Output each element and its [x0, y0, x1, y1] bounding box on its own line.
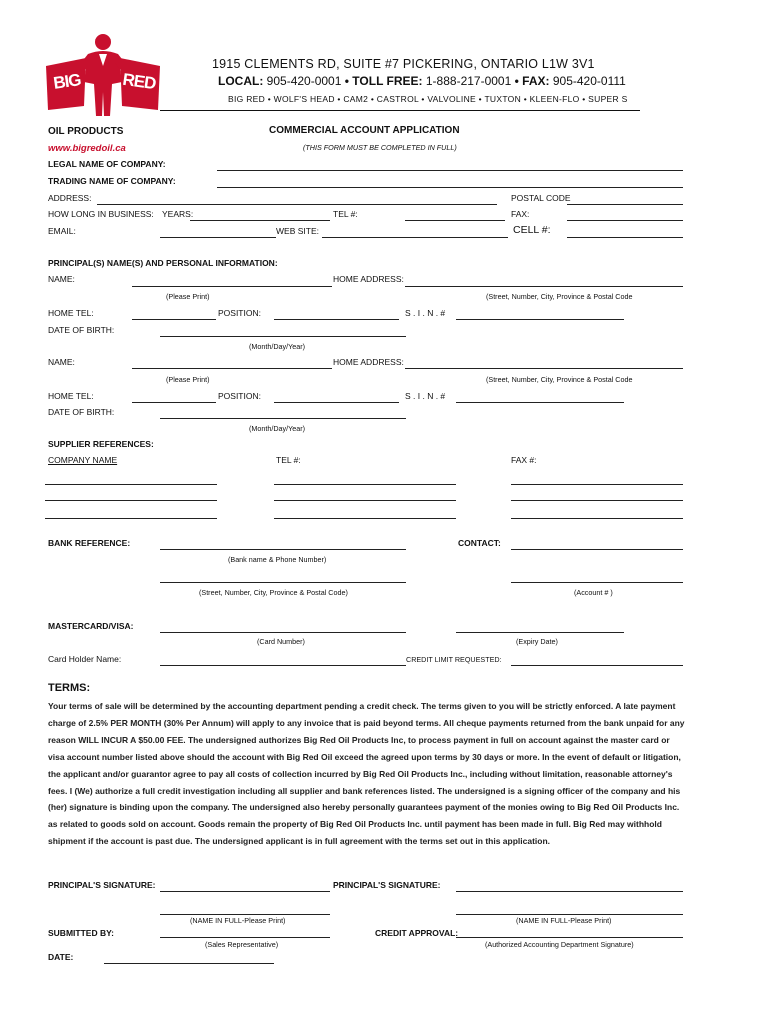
- position-label: POSITION:: [218, 308, 261, 318]
- supplier-tel-field[interactable]: [274, 518, 456, 519]
- credit-approval-field[interactable]: [456, 937, 683, 938]
- supplier-heading: SUPPLIER REFERENCES:: [48, 439, 154, 449]
- home-address-label: HOME ADDRESS:: [333, 357, 404, 367]
- contact-numbers: [218, 75, 626, 87]
- home-address-field[interactable]: [405, 368, 683, 369]
- principal-signature-field[interactable]: [160, 891, 330, 892]
- home-tel-field[interactable]: [132, 402, 216, 403]
- bank-reference-label: BANK REFERENCE:: [48, 538, 131, 548]
- form-title: COMMERCIAL ACCOUNT APPLICATION: [269, 125, 460, 136]
- card-holder-field[interactable]: [160, 665, 406, 666]
- sin-field[interactable]: [456, 319, 624, 320]
- fax-number: 905-420-0111: [552, 74, 626, 88]
- terms-heading: TERMS:: [48, 682, 91, 694]
- local-label: LOCAL:: [218, 74, 264, 88]
- years-field[interactable]: [190, 220, 330, 221]
- sin-field[interactable]: [456, 402, 624, 403]
- address-label: ADDRESS:: [48, 193, 92, 203]
- postal-code-label: POSTAL CODE: [511, 193, 571, 203]
- please-print-hint: (Please Print): [166, 375, 210, 384]
- position-label: POSITION:: [218, 391, 261, 401]
- dob-field[interactable]: [160, 336, 406, 337]
- credit-limit-field[interactable]: [511, 665, 683, 666]
- supplier-company-field[interactable]: [45, 484, 217, 485]
- home-address-label: HOME ADDRESS:: [333, 274, 404, 284]
- email-field[interactable]: [160, 237, 276, 238]
- principal-name-field[interactable]: [132, 368, 332, 369]
- dob-hint: (Month/Day/Year): [249, 342, 306, 351]
- name-in-full-hint: (NAME IN FULL-Please Print): [516, 916, 612, 925]
- authorized-signature-hint: (Authorized Accounting Department Signature): [485, 940, 634, 949]
- card-number-field[interactable]: [160, 632, 406, 633]
- logo-text-red: RED: [121, 69, 157, 94]
- trading-name-field[interactable]: [217, 187, 683, 188]
- how-long-label: HOW LONG IN BUSINESS:: [48, 209, 154, 219]
- oil-products-title: OIL PRODUCTS: [48, 126, 124, 137]
- separator: •: [514, 74, 519, 88]
- bank-address-field[interactable]: [160, 582, 406, 583]
- card-number-hint: (Card Number): [257, 637, 305, 646]
- supplier-company-col: COMPANY NAME: [48, 455, 118, 465]
- sales-rep-hint: (Sales Representative): [205, 940, 279, 949]
- company-address: 1915 CLEMENTS RD, SUITE #7 PICKERING, ONTARIO L1W 3V1: [212, 57, 595, 71]
- bank-contact-field[interactable]: [511, 549, 683, 550]
- name-in-full-hint: (NAME IN FULL-Please Print): [190, 916, 286, 925]
- address-hint: (Street, Number, City, Province & Postal Code: [486, 292, 633, 301]
- supplier-tel-col: TEL #:: [276, 455, 301, 465]
- tollfree-label: TOLL FREE:: [352, 74, 423, 88]
- home-tel-label: HOME TEL:: [48, 391, 94, 401]
- cell-field[interactable]: [567, 237, 683, 238]
- website-field[interactable]: [322, 237, 508, 238]
- principal-name-label: NAME:: [48, 357, 75, 367]
- address-field[interactable]: [97, 204, 497, 205]
- principal-name-label: NAME:: [48, 274, 75, 284]
- principal-signature-label: PRINCIPAL'S SIGNATURE:: [333, 880, 441, 890]
- bank-name-hint: (Bank name & Phone Number): [228, 555, 327, 564]
- expiry-hint: (Expiry Date): [516, 637, 558, 646]
- tel-label: TEL #:: [333, 209, 358, 219]
- date-label: DATE:: [48, 952, 74, 962]
- home-tel-field[interactable]: [132, 319, 216, 320]
- credit-limit-label: CREDIT LIMIT REQUESTED:: [406, 655, 502, 664]
- terms-body: Your terms of sale will be determined by the accounting department pending a credit check. The terms given to you will be strictly enforced. A late payment charge of 2.5% PER MONTH (30% Per Annum) will apply to any invoice that is paid beyond terms. All cheque payments returned from the bank unpaid for any reason WILL INCUR A $50.00 FEE. The undersigned authorizes Big Red Oil Products Inc, to process payment in full on account against the master card or visa account number listed above should the account with Big Red Oil exceed the agreed upon terms by 30 days or more. In the event of default or litigation, the applicant and/or guarantor agree to pay all costs of collection incurred by Big Red Oil Products Inc., including without limitation, reasonable attorney's fees. I (We) authorize a full credit investigation including all supplier and bank references listed. The undersigned is a signing officer of the company and his (her) signature is binding upon the company. The undersigned also hereby personally guarantees payment of the monies owing to Big Red Oil Products Inc. as related to goods sold on account. Goods remain the property of Big Red Oil Products Inc. until payment has been made in full. Big Red may withhold shipment if the account is past due. The undersigned applicant is in full agreement with the terms set out in this application.: [48, 701, 685, 847]
- trading-name-label: TRADING NAME OF COMPANY:: [48, 176, 176, 186]
- supplier-fax-field[interactable]: [511, 484, 683, 485]
- cell-label: CELL #:: [513, 224, 551, 236]
- expiry-field[interactable]: [456, 632, 624, 633]
- separator: •: [344, 74, 349, 88]
- principal-name-print-field[interactable]: [456, 914, 683, 915]
- principal-signature-label: PRINCIPAL'S SIGNATURE:: [48, 880, 156, 890]
- bank-contact-label: CONTACT:: [458, 538, 501, 548]
- email-label: EMAIL:: [48, 226, 76, 236]
- supplier-fax-field[interactable]: [511, 518, 683, 519]
- dob-label: DATE OF BIRTH:: [48, 325, 115, 335]
- bank-address-hint: (Street, Number, City, Province & Postal Code): [199, 588, 348, 597]
- local-number: 905-420-0001: [266, 74, 342, 88]
- dob-hint: (Month/Day/Year): [249, 424, 306, 433]
- legal-name-field[interactable]: [217, 170, 683, 171]
- legal-name-label: LEGAL NAME OF COMPANY:: [48, 159, 166, 169]
- years-label: YEARS:: [162, 209, 194, 219]
- supplier-tel-field[interactable]: [274, 500, 456, 501]
- submitted-by-label: SUBMITTED BY:: [48, 928, 114, 938]
- position-field[interactable]: [274, 319, 399, 320]
- website-label: WEB SITE:: [276, 226, 319, 236]
- supplier-company-field[interactable]: [45, 500, 217, 501]
- bank-name-field[interactable]: [160, 549, 406, 550]
- tel-field[interactable]: [405, 220, 505, 221]
- fax-field[interactable]: [567, 220, 683, 221]
- submitted-by-field[interactable]: [160, 937, 330, 938]
- please-print-hint: (Please Print): [166, 292, 210, 301]
- fax-label: FAX:: [511, 209, 530, 219]
- mastercard-visa-label: MASTERCARD/VISA:: [48, 621, 134, 631]
- principal-signature-field[interactable]: [456, 891, 683, 892]
- logo-text-big: BIG: [52, 70, 82, 93]
- principal-name-print-field[interactable]: [160, 914, 330, 915]
- big-red-logo: [44, 30, 162, 118]
- supplier-tel-field[interactable]: [274, 484, 456, 485]
- bank-account-hint: (Account # ): [574, 588, 613, 597]
- form-note: (THIS FORM MUST BE COMPLETED IN FULL): [303, 143, 457, 152]
- address-hint: (Street, Number, City, Province & Postal Code: [486, 375, 633, 384]
- position-field[interactable]: [274, 402, 399, 403]
- card-holder-label: Card Holder Name:: [48, 654, 122, 664]
- dob-field[interactable]: [160, 418, 406, 419]
- principals-heading: PRINCIPAL(S) NAME(S) AND PERSONAL INFORMATION:: [48, 258, 278, 268]
- header-divider: [160, 110, 640, 111]
- home-address-field[interactable]: [405, 286, 683, 287]
- home-tel-label: HOME TEL:: [48, 308, 94, 318]
- tollfree-number: 1-888-217-0001: [425, 74, 512, 88]
- supplier-fax-field[interactable]: [511, 500, 683, 501]
- postal-code-field[interactable]: [567, 204, 683, 205]
- supplier-fax-col: FAX #:: [511, 455, 537, 465]
- principal-name-field[interactable]: [132, 286, 332, 287]
- bank-account-field[interactable]: [511, 582, 683, 583]
- sin-label: S . I . N . #: [405, 308, 446, 318]
- website-link[interactable]: www.bigredoil.ca: [48, 143, 126, 154]
- supplier-company-field[interactable]: [45, 518, 217, 519]
- date-field[interactable]: [104, 963, 274, 964]
- dob-label: DATE OF BIRTH:: [48, 407, 115, 417]
- sin-label: S . I . N . #: [405, 391, 446, 401]
- brand-list: BIG RED • WOLF'S HEAD • CAM2 • CASTROL • VALVOLINE • TUXTON • KLEEN-FLO • SUPER S: [228, 94, 628, 104]
- fax-label: FAX:: [522, 74, 550, 88]
- credit-approval-label: CREDIT APPROVAL:: [375, 928, 459, 938]
